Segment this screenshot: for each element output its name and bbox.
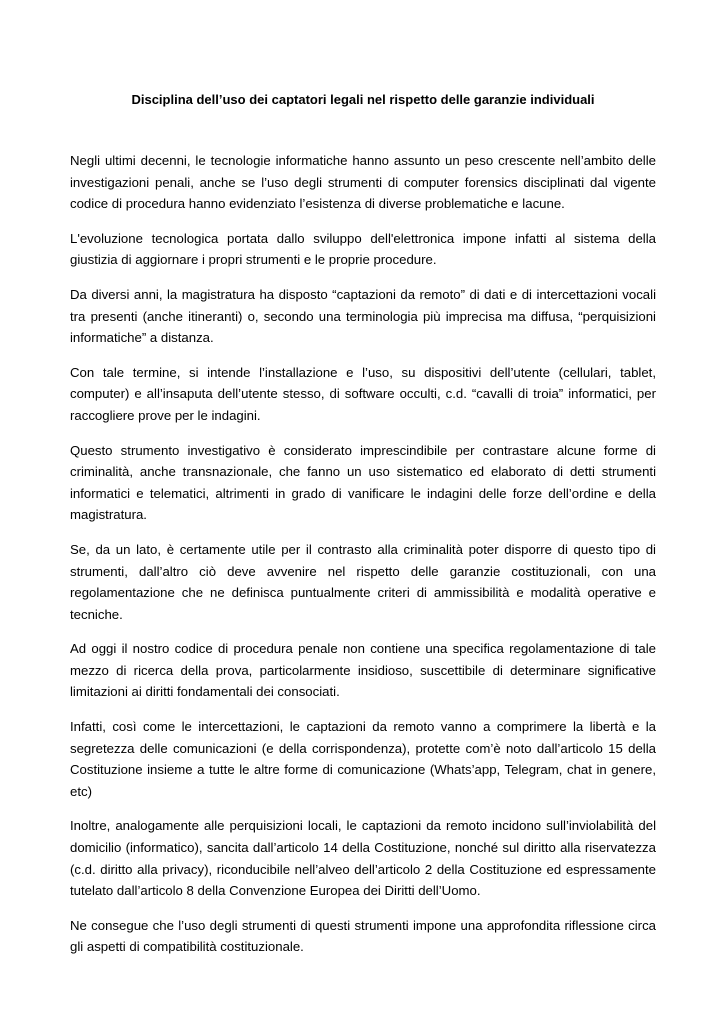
paragraph: Se, da un lato, è certamente utile per il contrasto alla criminalità poter disporre di questo tipo di strumenti, dall’altro ciò deve avvenire nel rispetto delle garanzie costituzionali, con una regolamentazione che ne definisca puntualmente criteri di ammissibilità e modalità operative e tecniche. — [70, 541, 656, 622]
document-body — [70, 150, 656, 971]
paragraph: Con tale termine, si intende l’installazione e l’uso, su dispositivi dell’utente (cellulari, tablet, computer) e all’insaputa dell’utente stesso, di software occulti, c.d. “cavalli di troia” informatici, per raccogliere prove per le indagini. — [70, 364, 656, 423]
paragraph: Da diversi anni, la magistratura ha disposto “captazioni da remoto” di dati e di intercettazioni vocali tra presenti (anche itineranti) o, secondo una terminologia più imprecisa ma diffusa, “perquisizioni informatiche” a distanza. — [70, 286, 656, 346]
paragraph: Ad oggi il nostro codice di procedura penale non contiene una specifica regolamentazione di tale mezzo di ricerca della prova, particolarmente insidioso, suscettibile di determinare significative limitazioni ai diritti fondamentali dei consociati. — [70, 641, 656, 700]
document-title: Disciplina dell’uso dei captatori legali nel rispetto delle garanzie individuali — [131, 92, 595, 107]
paragraph: Negli ultimi decenni, le tecnologie informatiche hanno assunto un peso crescente nell’ambito delle investigazioni penali, anche se l’uso degli strumenti di computer forensics disciplinati dal vigente codice di procedura hanno evidenziato l’esistenza di diverse problematiche e lacune. — [70, 153, 656, 212]
paragraph: Questo strumento investigativo è considerato imprescindibile per contrastare alcune forme di criminalità, anche transnazionale, che fanno un uso sistematico ed elaborato di detti strumenti informatici e telematici, altrimenti in grado di vanificare le indagini delle forze dell’ordine e della magistratura. — [70, 442, 656, 523]
paragraph: Infatti, così come le intercettazioni, le captazioni da remoto vanno a comprimere la libertà e la segretezza delle comunicazioni (e della corrispondenza), protette com’è noto dall’articolo 15 della Costituzione insieme a tutte le altre forme di comunicazione (Whats’app, Telegram, chat in genere, etc) — [70, 719, 656, 799]
paragraph: Inoltre, analogamente alle perquisizioni locali, le captazioni da remoto incidono sull’inviolabilità del domicilio (informatico), sancita dall’articolo 14 della Costituzione, nonché sul diritto alla riservatezza (c.d. diritto alla privacy), riconducibile nell’alveo dell’articolo 2 della Costituzione ed espressamente tutelato dall’articolo 8 della Convenzione Europea dei Diritti dell’Uomo. — [70, 818, 656, 899]
paragraph: L'evoluzione tecnologica portata dallo sviluppo dell'elettronica impone infatti al sistema della giustizia di aggiornare i propri strumenti e le proprie procedure. — [70, 230, 656, 268]
paragraph: Ne consegue che l’uso degli strumenti di questi strumenti impone una approfondita riflessione circa gli aspetti di compatibilità costituzionale. — [70, 917, 656, 955]
